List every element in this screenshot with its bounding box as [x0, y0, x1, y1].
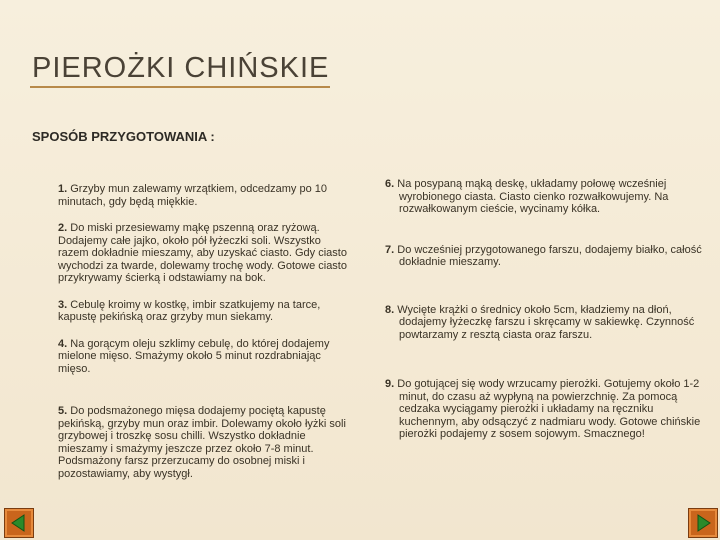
step-item — [58, 338, 348, 376]
section-subtitle: SPOSÓB PRZYGOTOWANIA : — [32, 129, 215, 144]
step-number: 1. — [58, 183, 68, 195]
next-slide-button[interactable] — [688, 508, 718, 538]
step-text: Na gorącym oleju szklimy cebulę, do której dodajemy mielone mięso. Smażymy około 5 minut rozdrabniając mięso. — [58, 337, 330, 375]
step-text: Na posypaną mąką deskę, układamy połowę wcześniej wyrobionego ciasta. Ciasto cienko rozwałkowujemy. Na rozwałkowanym cieście, wycinamy kółka. — [397, 178, 669, 215]
step-item — [58, 183, 348, 208]
step-number: 7. — [385, 243, 395, 256]
title-underline — [30, 86, 330, 88]
step-item — [385, 304, 715, 342]
step-item — [385, 178, 715, 216]
step-number: 6. — [385, 178, 395, 190]
step-item — [58, 405, 348, 480]
step-number: 9. — [385, 378, 395, 390]
step-text: Grzyby mun zalewamy wrzątkiem, odcedzamy po 10 minutach, gdy będą miękkie. — [58, 183, 328, 208]
steps-right-column — [385, 178, 715, 441]
steps-left-column — [58, 183, 348, 480]
step-text: Do wcześniej przygotowanego farszu, dodajemy białko, całość dokładnie mieszamy. — [397, 243, 702, 268]
step-number: 4. — [58, 337, 68, 350]
step-text: Do miski przesiewamy mąkę pszenną oraz ryżową. Dodajemy całe jajko, około pół łyżeczki soli. Wszystko razem dokładnie mieszamy, aby uzyskać ciasto. Gdy ciasto wychodzi za twarde, dolewamy trochę wody. Gotowe ciasto przykrywamy ścierką i odstawiamy na bok. — [58, 222, 347, 284]
arrow-left-icon — [9, 513, 29, 533]
step-text: Do gotującej się wody wrzucamy pierożki. Gotujemy około 1-2 minut, do czasu aż wypłyną na powierzchnię. Za pomocą cedzaka wyciągamy pierożki i układamy na ręczniku kuchennym, aby odsączyć z nadmiaru wody. Gotowe chińskie pierożki podajemy z sosem sojowym. Smacznego! — [397, 378, 701, 440]
step-item — [58, 299, 348, 324]
slide-title: PIEROŻKI CHIŃSKIE — [32, 52, 330, 84]
step-item — [385, 378, 715, 441]
step-number: 8. — [385, 303, 395, 316]
step-item — [58, 222, 348, 285]
step-text: Cebulę kroimy w kostkę, imbir szatkujemy na tarce, kapustę pekińską oraz grzyby mun siekamy. — [58, 298, 321, 323]
step-text: Wycięte krążki o średnicy około 5cm, kładziemy na dłoń, dodajemy łyżeczkę farszu i skręcamy w sakiewkę. Czynność powtarzamy z resztą ciasta oraz farszu. — [397, 303, 695, 341]
step-number: 5. — [58, 405, 68, 417]
arrow-right-icon — [693, 513, 713, 533]
step-text: Do podsmażonego mięsa dodajemy pociętą kapustę pekińską, grzyby mun oraz imbir. Dolewamy około łyżki soli grzybowej i troszkę sosu chilli. Wszystko dokładnie mieszamy i smażymy jeszcze przez około 7-8 minut. Podsmażony farsz przerzucamy do osobnej miski i pozostawiamy, aby wystygł. — [58, 405, 346, 480]
previous-slide-button[interactable] — [4, 508, 34, 538]
step-item — [385, 244, 715, 269]
step-number: 2. — [58, 222, 68, 234]
step-number: 3. — [58, 298, 68, 311]
